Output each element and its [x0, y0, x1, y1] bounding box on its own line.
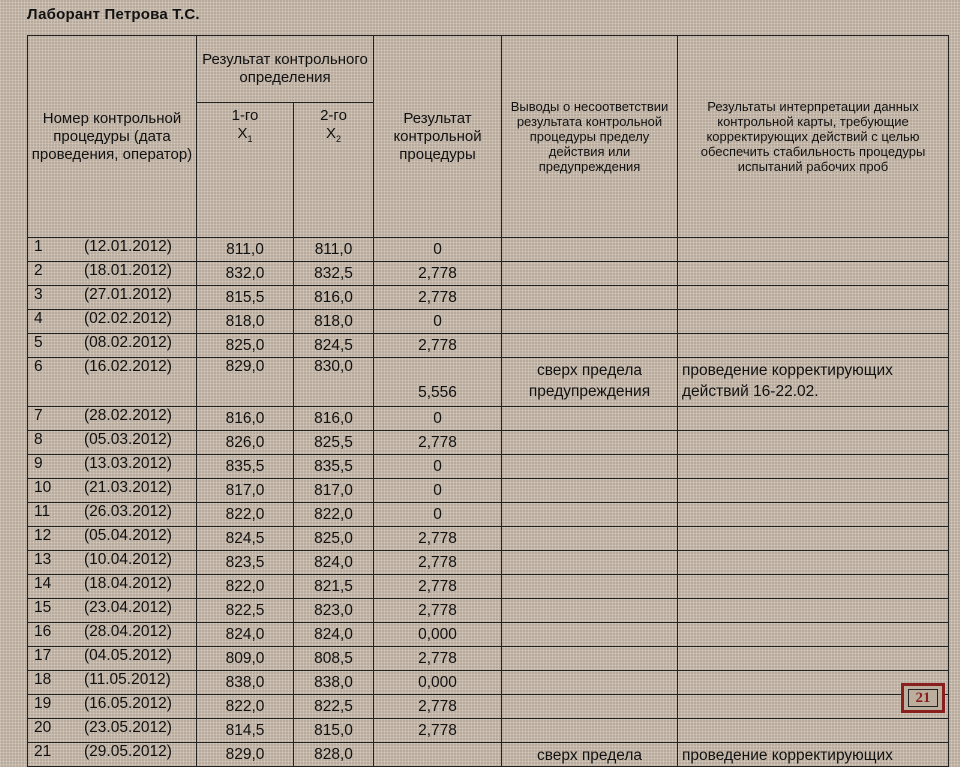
procedure-date: (16.02.2012) — [84, 358, 172, 375]
procedure-date: (28.04.2012) — [84, 623, 172, 640]
first-determination-value: 832,0 — [197, 262, 294, 286]
procedure-result-value: 0,000 — [374, 671, 502, 695]
table-row — [28, 647, 949, 671]
interpretation-cell — [678, 503, 949, 527]
first-determination-value: 816,0 — [197, 407, 294, 431]
table-row — [28, 431, 949, 455]
procedure-number-cell — [28, 310, 197, 334]
conclusion-cell — [502, 455, 678, 479]
procedure-result-value: 2,778 — [374, 599, 502, 623]
procedure-date: (02.02.2012) — [84, 310, 172, 327]
header-procedure-number: Номер контрольной процедуры (дата проведения, оператор) — [28, 36, 197, 238]
procedure-result-value: 2,778 — [374, 695, 502, 719]
conclusion-cell — [502, 431, 678, 455]
procedure-result-value: 2,778 — [374, 527, 502, 551]
first-determination-value: 824,5 — [197, 527, 294, 551]
first-determination-value: 824,0 — [197, 623, 294, 647]
header-conclusions: Выводы о несоответствии результата контрольной процедуры пределу действия или предупреждения — [502, 36, 678, 238]
header-interpretation: Результаты интерпретации данных контрольной карты, требующие корректирующих действий с целью обеспечить стабильность процедуры испытаний рабочих проб — [678, 36, 949, 238]
procedure-number-cell — [28, 647, 197, 671]
table-row — [28, 551, 949, 575]
interpretation-cell: проведение корректирующих действий 16-22.02. — [678, 358, 949, 407]
procedure-number-cell — [28, 479, 197, 503]
interpretation-cell — [678, 551, 949, 575]
interpretation-cell — [678, 623, 949, 647]
procedure-date: (18.04.2012) — [84, 575, 172, 592]
conclusion-cell — [502, 551, 678, 575]
second-determination-value: 832,5 — [294, 262, 374, 286]
second-determination-value: 818,0 — [294, 310, 374, 334]
second-determination-value: 821,5 — [294, 575, 374, 599]
second-determination-value: 808,5 — [294, 647, 374, 671]
second-determination-value: 817,0 — [294, 479, 374, 503]
first-determination-value: 818,0 — [197, 310, 294, 334]
first-determination-value: 815,5 — [197, 286, 294, 310]
page-title: Лаборант Петрова Т.С. — [27, 6, 200, 23]
procedure-result-value: 0 — [374, 503, 502, 527]
procedure-number: 10 — [34, 479, 52, 496]
second-determination-value: 823,0 — [294, 599, 374, 623]
second-determination-value: 825,0 — [294, 527, 374, 551]
table-row — [28, 407, 949, 431]
second-determination-value: 822,0 — [294, 503, 374, 527]
procedure-result-value: 2,778 — [374, 334, 502, 358]
procedure-number-cell — [28, 743, 197, 767]
interpretation-cell — [678, 238, 949, 262]
second-determination-value: 816,0 — [294, 407, 374, 431]
table-row — [28, 599, 949, 623]
first-determination-value: 829,0 — [197, 358, 294, 407]
first-determination-value: 822,0 — [197, 575, 294, 599]
procedure-date: (05.03.2012) — [84, 431, 172, 448]
procedure-date: (16.05.2012) — [84, 695, 172, 712]
procedure-result-value: 2,778 — [374, 286, 502, 310]
second-determination-value: 824,0 — [294, 623, 374, 647]
conclusion-cell — [502, 575, 678, 599]
procedure-result-value: 0 — [374, 310, 502, 334]
table-row — [28, 695, 949, 719]
procedure-result-value: 2,778 — [374, 431, 502, 455]
interpretation-cell — [678, 334, 949, 358]
conclusion-cell — [502, 334, 678, 358]
procedure-number: 6 — [34, 358, 43, 375]
interpretation-cell — [678, 479, 949, 503]
conclusion-cell: сверх предела предупреждения — [502, 358, 678, 407]
second-determination-value: 835,5 — [294, 455, 374, 479]
procedure-result-value: 2,778 — [374, 647, 502, 671]
second-determination-value: 824,0 — [294, 551, 374, 575]
second-determination-value: 822,5 — [294, 695, 374, 719]
first-determination-value: 823,5 — [197, 551, 294, 575]
procedure-number-cell — [28, 527, 197, 551]
table-row — [28, 623, 949, 647]
procedure-number: 18 — [34, 671, 52, 688]
interpretation-cell — [678, 599, 949, 623]
procedure-number-cell — [28, 695, 197, 719]
procedure-date: (12.01.2012) — [84, 238, 172, 255]
table-row — [28, 455, 949, 479]
procedure-number-cell — [28, 623, 197, 647]
first-determination-value: 829,0 — [197, 743, 294, 767]
interpretation-cell — [678, 647, 949, 671]
conclusion-cell — [502, 310, 678, 334]
interpretation-cell — [678, 719, 949, 743]
interpretation-cell — [678, 431, 949, 455]
procedure-number: 11 — [34, 503, 51, 520]
table-row — [28, 262, 949, 286]
slide-number-badge — [901, 683, 945, 713]
procedure-number-cell — [28, 358, 197, 407]
procedure-number: 13 — [34, 551, 52, 568]
procedure-date: (23.04.2012) — [84, 599, 172, 616]
procedure-number-cell — [28, 719, 197, 743]
first-determination-value: 809,0 — [197, 647, 294, 671]
control-table — [27, 35, 949, 767]
conclusion-cell — [502, 599, 678, 623]
first-determination-value: 822,5 — [197, 599, 294, 623]
table-row — [28, 719, 949, 743]
table-row — [28, 334, 949, 358]
procedure-date: (10.04.2012) — [84, 551, 172, 568]
second-determination-value: 816,0 — [294, 286, 374, 310]
procedure-result-value: 0 — [374, 238, 502, 262]
procedure-number-cell — [28, 455, 197, 479]
procedure-number-cell — [28, 334, 197, 358]
table-row — [28, 671, 949, 695]
second-determination-value: 825,5 — [294, 431, 374, 455]
procedure-date: (05.04.2012) — [84, 527, 172, 544]
procedure-result-value: 2,778 — [374, 551, 502, 575]
procedure-number: 16 — [34, 623, 52, 640]
procedure-number: 7 — [34, 407, 43, 424]
header-control-determination: Результат контрольного определения — [197, 36, 374, 103]
procedure-number: 2 — [34, 262, 43, 279]
procedure-date: (13.03.2012) — [84, 455, 172, 472]
procedure-number-cell — [28, 551, 197, 575]
interpretation-cell — [678, 527, 949, 551]
procedure-result-value: 2,778 — [374, 262, 502, 286]
table-row — [28, 310, 949, 334]
procedure-number: 15 — [34, 599, 52, 616]
conclusion-cell — [502, 262, 678, 286]
conclusion-cell: сверх предела — [502, 743, 678, 767]
conclusion-cell — [502, 719, 678, 743]
interpretation-cell — [678, 262, 949, 286]
first-determination-value: 835,5 — [197, 455, 294, 479]
procedure-number: 12 — [34, 527, 52, 544]
interpretation-cell: проведение корректирующих — [678, 743, 949, 767]
first-determination-value: 811,0 — [197, 238, 294, 262]
procedure-result-value — [374, 743, 502, 767]
table-row — [28, 743, 949, 767]
conclusion-cell — [502, 479, 678, 503]
procedure-date: (04.05.2012) — [84, 647, 172, 664]
table-row — [28, 358, 949, 407]
procedure-date: (27.01.2012) — [84, 286, 172, 303]
table-row — [28, 238, 949, 262]
second-determination-value: 830,0 — [294, 358, 374, 407]
header-first-determination: 1-го $X_1$ — [197, 103, 294, 238]
procedure-number: 1 — [34, 238, 43, 255]
procedure-number: 4 — [34, 310, 43, 327]
conclusion-cell — [502, 647, 678, 671]
procedure-number-cell — [28, 503, 197, 527]
conclusion-cell — [502, 695, 678, 719]
procedure-number: 8 — [34, 431, 43, 448]
interpretation-cell — [678, 310, 949, 334]
conclusion-cell — [502, 527, 678, 551]
procedure-result-value: 2,778 — [374, 719, 502, 743]
table-row — [28, 503, 949, 527]
procedure-date: (29.05.2012) — [84, 743, 172, 760]
first-determination-value: 825,0 — [197, 334, 294, 358]
header-second-determination: 2-го $X_2$ — [294, 103, 374, 238]
conclusion-cell — [502, 238, 678, 262]
procedure-number: 5 — [34, 334, 43, 351]
procedure-date: (08.02.2012) — [84, 334, 172, 351]
table-row — [28, 286, 949, 310]
procedure-number-cell — [28, 431, 197, 455]
interpretation-cell — [678, 407, 949, 431]
second-determination-value: 815,0 — [294, 719, 374, 743]
interpretation-cell — [678, 455, 949, 479]
procedure-number: 19 — [34, 695, 52, 712]
procedure-date: (28.02.2012) — [84, 407, 172, 424]
procedure-number-cell — [28, 262, 197, 286]
procedure-number-cell — [28, 286, 197, 310]
conclusion-cell — [502, 671, 678, 695]
conclusion-cell — [502, 407, 678, 431]
procedure-date: (23.05.2012) — [84, 719, 172, 736]
table-row — [28, 479, 949, 503]
table-row — [28, 527, 949, 551]
procedure-number-cell — [28, 407, 197, 431]
procedure-result-value: 2,778 — [374, 575, 502, 599]
first-determination-value: 838,0 — [197, 671, 294, 695]
procedure-result-value: 5,556 — [374, 358, 502, 407]
procedure-number: 9 — [34, 455, 43, 472]
first-determination-value: 817,0 — [197, 479, 294, 503]
procedure-number: 17 — [34, 647, 52, 664]
procedure-number-cell — [28, 575, 197, 599]
interpretation-cell — [678, 286, 949, 310]
procedure-result-value: 0 — [374, 479, 502, 503]
slide-number: 21 — [908, 689, 938, 707]
second-determination-value: 838,0 — [294, 671, 374, 695]
procedure-number-cell — [28, 599, 197, 623]
procedure-number: 14 — [34, 575, 52, 592]
procedure-result-value: 0 — [374, 455, 502, 479]
procedure-date: (11.05.2012) — [84, 671, 171, 688]
second-determination-value: 824,5 — [294, 334, 374, 358]
procedure-number: 21 — [34, 743, 52, 760]
second-determination-value: 828,0 — [294, 743, 374, 767]
procedure-result-value: 0 — [374, 407, 502, 431]
procedure-number-cell — [28, 238, 197, 262]
header-procedure-result: Результат контрольной процедуры — [374, 36, 502, 238]
procedure-number: 20 — [34, 719, 52, 736]
interpretation-cell — [678, 575, 949, 599]
first-determination-value: 822,0 — [197, 695, 294, 719]
first-determination-value: 826,0 — [197, 431, 294, 455]
table-row — [28, 575, 949, 599]
procedure-result-value: 0,000 — [374, 623, 502, 647]
procedure-date: (26.03.2012) — [84, 503, 172, 520]
second-determination-value: 811,0 — [294, 238, 374, 262]
procedure-date: (18.01.2012) — [84, 262, 172, 279]
conclusion-cell — [502, 503, 678, 527]
first-determination-value: 814,5 — [197, 719, 294, 743]
conclusion-cell — [502, 623, 678, 647]
procedure-date: (21.03.2012) — [84, 479, 172, 496]
procedure-number-cell — [28, 671, 197, 695]
conclusion-cell — [502, 286, 678, 310]
procedure-number: 3 — [34, 286, 43, 303]
first-determination-value: 822,0 — [197, 503, 294, 527]
